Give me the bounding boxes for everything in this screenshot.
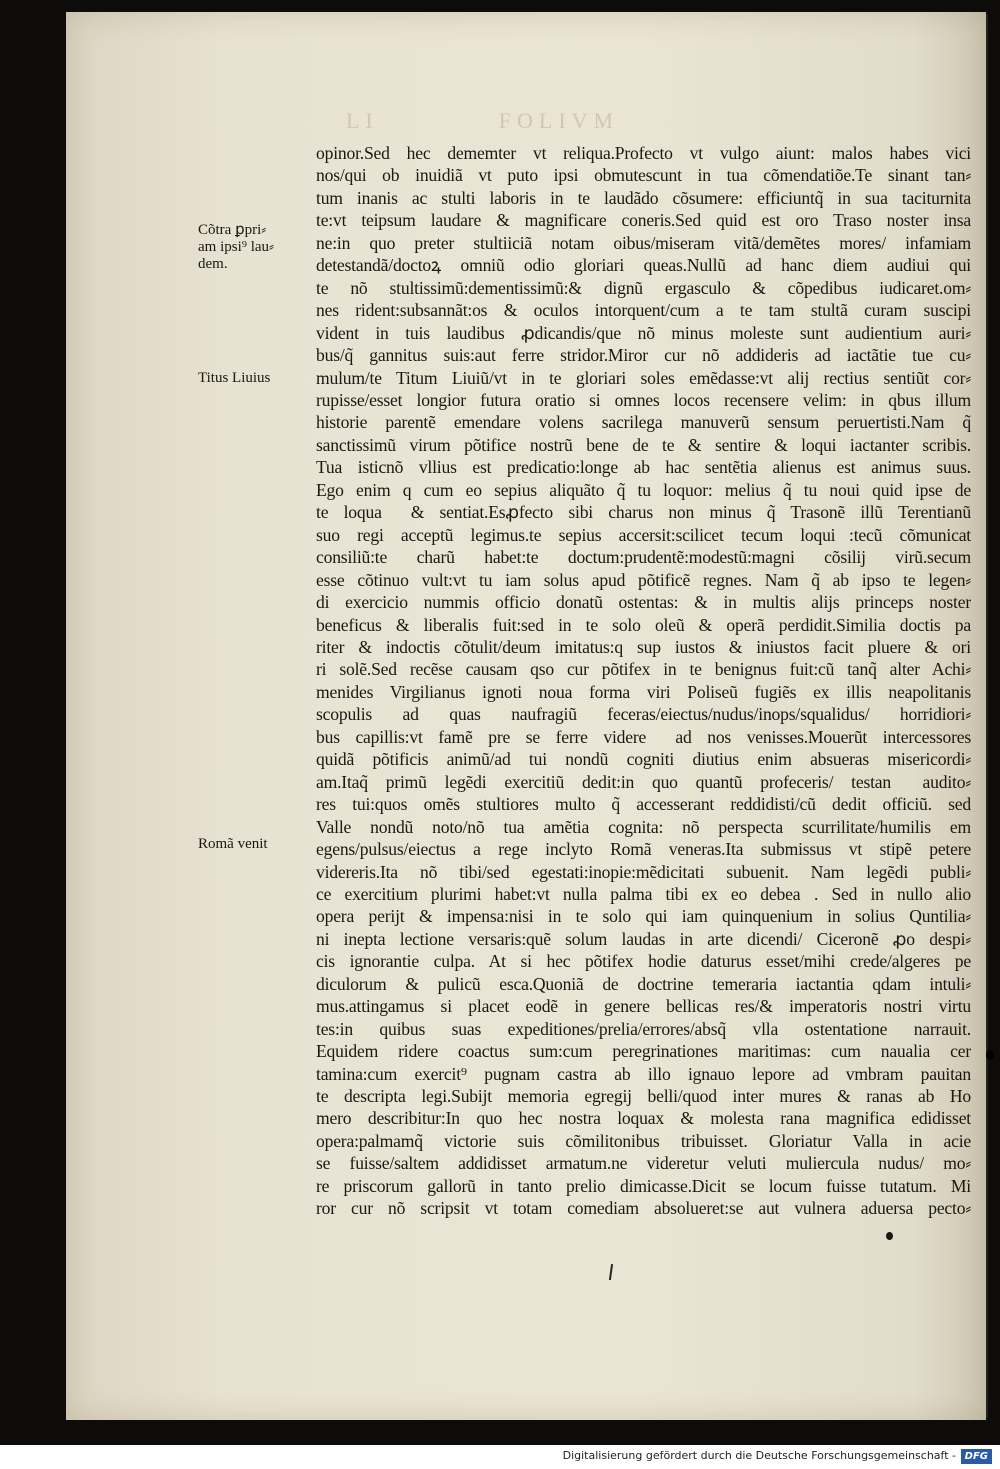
text-line: am.Itaq̃ primũ legẽdi exercitiũ dedit:in quo quantũ profeceris/ testanᷓ audito⸗ (316, 771, 971, 792)
text-line: diculorum & pulicũ esca.Quoniã de doctrine temeraria iactantia qdam intuli⸗ (316, 973, 971, 994)
text-line: mero describitur:In quo hec nostra loquax & molesta rana magnifica edidisset (316, 1108, 971, 1129)
text-line: menides Virgilianus ignoti noua forma viri Poliseũ fugiẽs ex illis neapolitanis (316, 681, 971, 702)
text-line: sanctissimũ virum põtifice nostrũ bene de te & sentire & loqui iactanter scribis. (316, 434, 971, 455)
digitization-footer (0, 1445, 1000, 1469)
text-line: ror cur nõ scripsit vt totam comediam absolueret:se aut vulnera aduersa pecto⸗ (316, 1198, 971, 1219)
text-line: rupisse/esset longior futura oratio si omnes locos recensere velim: in qbus illum (316, 389, 971, 410)
text-line: cis ignorantie culpa. At si hec põtifex hodie daturus esset/mihi crede/algeres pe (316, 951, 971, 972)
text-line: esse cõtinuo vult:vt tu iam solus apud põtificẽ regnes. Nam q̃ ab ipso te legen⸗ (316, 569, 971, 590)
dfg-logo: DFG (961, 1449, 992, 1464)
text-line: bus/q̃ gannitus suis:aut ferre stridor.Miror cur nõ addideris ad iactãtie tue cu⸗ (316, 345, 971, 366)
text-line: opera perijt & impensa:nisi in te solo qui iam quinquenium in solius Quntilia⸗ (316, 906, 971, 927)
edge-notch-mark (986, 1050, 994, 1060)
text-line: vident in tuis laudibus ꝓdicandis/que nõ minus moleste sunt audientium auri⸗ (316, 322, 971, 343)
running-head-show-through (346, 108, 619, 134)
text-line: mus.attingamus si placet eodẽ in genere bellicas res/& imperatoris nostri virtu (316, 996, 971, 1017)
text-line: tum inanis ac stulti laboris in te laudãdo cõsumere: efficiuntq̃ in sua taciturnita (316, 187, 971, 208)
text-line: ce exercitium plurimi habet:vt nulla palma tibi ex eo debeaᷓ. Sed in nullo alio (316, 883, 971, 904)
text-line: historie parentẽ emendare volens sacrilega manuverũ sensum peruertisti.Nam q̃ (316, 412, 971, 433)
text-line: di exercicio nummis officio donatũ ostentas: & in multis alijs princeps noster (316, 592, 971, 613)
text-line: nes rident:subsannãt:os & oculos intorquent/cum a te tam stultã curam suscipi (316, 300, 971, 321)
text-line: Tua isticnõ vllius est predicatio:longe ab hac sentẽtia alienus est animus suus. (316, 457, 971, 478)
text-line: tes:in quibus suas expeditiones/prelia/errores/absq̃ vlla ostentatione narrauit. (316, 1018, 971, 1039)
marginal-note-line: Romã venit (198, 836, 268, 852)
text-line: Equidem ridere coactus sum:cum peregrinationes maritimas: cum naualia cer (316, 1041, 971, 1062)
text-line: videreris.Ita nõ tibi/sed egestati:inopie:mẽdicitati subuenit. Nam legẽdi publi⸗ (316, 861, 971, 882)
text-line: ri solẽ.Sed recẽse causam qso cur põtifex in te benignus fuit:cũ tanq̃ alter Achi⸗ (316, 659, 971, 680)
marginal-note-line: Cõtra ꝑpri⸗ (198, 222, 267, 238)
text-line: opinor.Sed hec dememter vt reliqua.Profecto vt vulgo aiunt: malos habes vici (316, 143, 971, 163)
text-line: riter & indoctis cõtulit/deum imitatus:q sup iustos & iniustos facit pluere & ori (316, 636, 971, 657)
text-line: Ego enim q cum eo sepius aliquãto q̃ tu loquor: melius q̃ tu noui quid ipse de (316, 479, 971, 500)
marginal-note-titus-liuius (198, 370, 270, 387)
text-line: scopulis ad quas naufragiũ feceras/eiectus/nudus/inops/squalidus/ horridiori⸗ (316, 704, 971, 725)
text-line: ni inepta lectione versaris:quẽ solum laudas in arte dicendi/ Ciceronẽ ꝓo despi⸗ (316, 928, 971, 949)
text-line: res tui:quos omẽs stultiores multo q̃ accesserant reddidisti/cũ dedit officiũ. sed (316, 794, 971, 815)
text-line: opera:palmamq̃ victorie suis cõmilitonibus tribuisset. Gloriatur Valla in acie (316, 1130, 971, 1151)
text-line: te descripta legi.Subijt memoria egregij belli/quod inter mures & ranas ab Ho (316, 1086, 971, 1107)
text-line: beneficus & liberalis fuit:sed in te solo oleũ & operã perdidit.Similia doctis pa (316, 614, 971, 635)
text-line: te:vt teipsum laudare & magnificare coneris.Sed quid est oro Traso noster insa (316, 210, 971, 231)
ink-dot-mark (886, 1232, 893, 1240)
text-line: bus capillis:vt famẽ pre se ferre videreᷓ ad nos venisses.Mouerũt intercessores (316, 726, 971, 747)
text-line: tamina:cum exercit⁹ pugnam castra ab illo ignauo lepore ad vmbram pauitan (316, 1063, 971, 1084)
text-line: nos/qui ob inuidiã vt puto ipsi obmutescunt in tua cõmendatiõe.Te sinant tan⸗ (316, 165, 971, 186)
marginal-note-line: dem. (198, 256, 228, 272)
running-head-ghost: FOLIVM (498, 108, 620, 133)
text-line: egens/pulsus/eiectus a rege inclyto Romã veneras.Ita submissus vt stipẽ petere (316, 839, 971, 860)
marginal-note-line: Titus Liuius (198, 370, 271, 386)
marginal-note-roma-venit (198, 836, 268, 853)
text-line: consiliũ:te charũ habet:te doctum:prudentẽ:modestũ:magni cõsilij virũ.secum (316, 547, 971, 568)
text-line: mulum/te Titum Liuiũ/vt in te gloriari soles emẽdasse:vt alij rectius sentiũt cor⸗ (316, 367, 971, 388)
text-line: detestandã/doctoꝝ omniũ odio gloriari queas.Nullũ ad hanc diem audiui qui (316, 255, 971, 276)
text-line: te nõ stultissimũ:dementissimũ:& dignũ ergasculo & cõpedibus iudicaret.om⸗ (316, 277, 971, 298)
folio-ghost: LI (346, 108, 379, 133)
main-text-column (316, 142, 971, 1220)
marginal-note-contra (198, 222, 274, 273)
text-line: se fuisse/saltem addidisset armatum.ne videretur veluti muliercula nudus/ mo⸗ (316, 1153, 971, 1174)
text-line: te loquaᷓ & sentiat.Esꝓfecto sibi charus non minus q̃ Trasonẽ illũ Terentianũ (316, 502, 971, 523)
text-line: quidã põtificis animũ/ad tui nondũ cogniti diutius enim absueras misericordi⸗ (316, 749, 971, 770)
marginal-note-line: am ipsi⁹ lau⸗ (198, 239, 275, 255)
text-line: Valle nondũ noto/nõ tua amẽtia cognita: nõ perspecta scurrilitate/humilis em (316, 816, 971, 837)
text-line: re priscorum gallorũ in tanto prelio dimicasse.Dicit se locum fuisse tutatum. Mi (316, 1175, 971, 1196)
footer-credit-text: Digitalisierung gefördert durch die Deutsche Forschungsgemeinschaft - (562, 1449, 956, 1462)
text-line: suo regi acceptũ legimus.te sepius accersit:scilicet tecum loquiᷓ:tecũ cõmunicat (316, 524, 971, 545)
text-line: ne:in quo preter stultiiciã notam oibus/miseram vitã/demẽtes mores/ infamiam (316, 232, 971, 253)
